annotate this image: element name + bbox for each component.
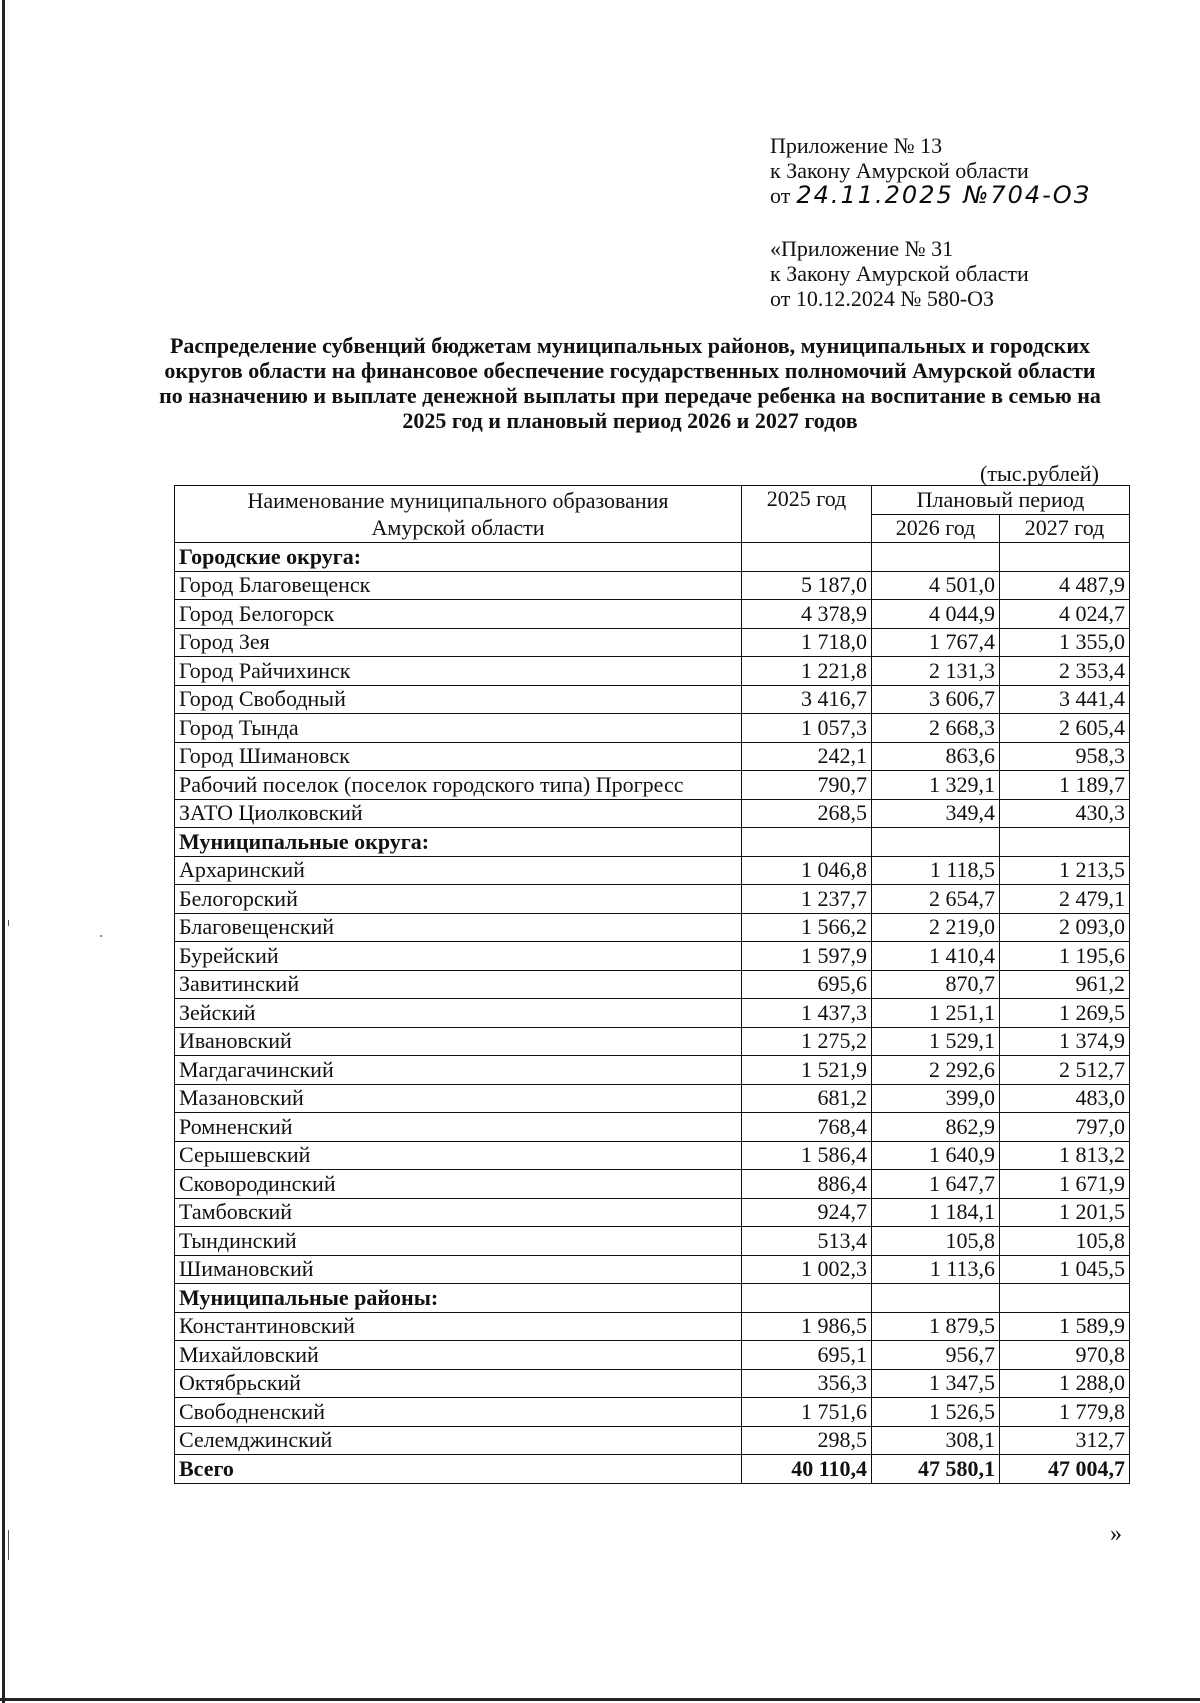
cell-2026: 1 767,4 bbox=[872, 628, 1000, 657]
table-row bbox=[175, 1170, 1130, 1199]
header-name-line1: Наименование муниципального образования bbox=[247, 488, 669, 513]
cell-2026: 1 251,1 bbox=[872, 999, 1000, 1028]
cell-2025: 1 437,3 bbox=[742, 999, 872, 1028]
cell-2026: 956,7 bbox=[872, 1341, 1000, 1370]
cell-2025: 886,4 bbox=[742, 1170, 872, 1199]
cell-2026 bbox=[872, 1284, 1000, 1313]
cell-name: Город Райчихинск bbox=[175, 657, 742, 686]
cell-2027: 1 813,2 bbox=[1000, 1141, 1130, 1170]
cell-name: Муниципальные районы: bbox=[175, 1284, 742, 1313]
table-row bbox=[175, 1398, 1130, 1427]
cell-2025: 924,7 bbox=[742, 1198, 872, 1227]
cell-2027: 4 024,7 bbox=[1000, 600, 1130, 629]
cell-name: Город Тында bbox=[175, 714, 742, 743]
table-row bbox=[175, 799, 1130, 828]
cell-2025: 768,4 bbox=[742, 1113, 872, 1142]
cell-name: Свободненский bbox=[175, 1398, 742, 1427]
cell-2027: 958,3 bbox=[1000, 742, 1130, 771]
cell-2025: 298,5 bbox=[742, 1426, 872, 1455]
cell-name: Город Зея bbox=[175, 628, 742, 657]
appendix-date-prefix: от bbox=[770, 183, 791, 208]
table-row bbox=[175, 600, 1130, 629]
cell-name: Шимановский bbox=[175, 1255, 742, 1284]
cell-2025: 356,3 bbox=[742, 1369, 872, 1398]
cell-2027: 797,0 bbox=[1000, 1113, 1130, 1142]
cell-2027: 3 441,4 bbox=[1000, 685, 1130, 714]
table-row bbox=[175, 999, 1130, 1028]
total-row bbox=[175, 1455, 1130, 1484]
appendix-number: Приложение № 13 bbox=[770, 133, 943, 158]
cell-2025: 1 597,9 bbox=[742, 942, 872, 971]
cell-2025: 1 002,3 bbox=[742, 1255, 872, 1284]
cell-2027 bbox=[1000, 828, 1130, 857]
cell-2027: 2 093,0 bbox=[1000, 913, 1130, 942]
cell-2025: 1 521,9 bbox=[742, 1056, 872, 1085]
table-row bbox=[175, 1113, 1130, 1142]
cell-2026: 1 113,6 bbox=[872, 1255, 1000, 1284]
cell-2026: 308,1 bbox=[872, 1426, 1000, 1455]
table-row bbox=[175, 628, 1130, 657]
cell-2027: 1 201,5 bbox=[1000, 1198, 1130, 1227]
table-row bbox=[175, 1312, 1130, 1341]
cell-2027: 2 512,7 bbox=[1000, 1056, 1130, 1085]
cell-2025: 268,5 bbox=[742, 799, 872, 828]
cell-2027: 2 353,4 bbox=[1000, 657, 1130, 686]
table-body bbox=[175, 543, 1130, 1484]
cell-2025: 3 416,7 bbox=[742, 685, 872, 714]
cell-name: Ивановский bbox=[175, 1027, 742, 1056]
cell-name: Город Свободный bbox=[175, 685, 742, 714]
closing-quote: » bbox=[1110, 1521, 1122, 1547]
cell-name: Серышевский bbox=[175, 1141, 742, 1170]
cell-2027: 1 589,9 bbox=[1000, 1312, 1130, 1341]
table-row bbox=[175, 742, 1130, 771]
cell-name: Город Благовещенск bbox=[175, 571, 742, 600]
cell-2025: 695,6 bbox=[742, 970, 872, 999]
cell-2026: 105,8 bbox=[872, 1227, 1000, 1256]
cell-2027 bbox=[1000, 1284, 1130, 1313]
cell-2026: 1 118,5 bbox=[872, 856, 1000, 885]
cell-name: Мазановский bbox=[175, 1084, 742, 1113]
cell-2026 bbox=[872, 543, 1000, 572]
cell-2025: 5 187,0 bbox=[742, 571, 872, 600]
cell-2026 bbox=[872, 828, 1000, 857]
cell-2027: 1 213,5 bbox=[1000, 856, 1130, 885]
cell-2025: 513,4 bbox=[742, 1227, 872, 1256]
cell-2025: 4 378,9 bbox=[742, 600, 872, 629]
cell-2027: 1 355,0 bbox=[1000, 628, 1130, 657]
header-2027: 2027 год bbox=[1000, 514, 1130, 543]
cell-2027: 1 779,8 bbox=[1000, 1398, 1130, 1427]
cell-name: Магдагачинский bbox=[175, 1056, 742, 1085]
table-row bbox=[175, 1084, 1130, 1113]
cell-2027: 1 045,5 bbox=[1000, 1255, 1130, 1284]
cell-name: Тамбовский bbox=[175, 1198, 742, 1227]
cell-2025: 1 718,0 bbox=[742, 628, 872, 657]
cell-2026: 3 606,7 bbox=[872, 685, 1000, 714]
cell-2027: 105,8 bbox=[1000, 1227, 1130, 1256]
cell-2026: 349,4 bbox=[872, 799, 1000, 828]
table-header-row bbox=[175, 486, 1130, 515]
cell-2026: 2 654,7 bbox=[872, 885, 1000, 914]
previous-appendix-date: от 10.12.2024 № 580-ОЗ bbox=[770, 286, 995, 311]
previous-appendix-number: «Приложение № 31 bbox=[770, 236, 954, 261]
cell-2025: 1 046,8 bbox=[742, 856, 872, 885]
scan-mark bbox=[8, 920, 9, 926]
cell-2025 bbox=[742, 828, 872, 857]
cell-name: Сковородинский bbox=[175, 1170, 742, 1199]
appendix-date-line bbox=[770, 183, 1091, 208]
cell-2025: 681,2 bbox=[742, 1084, 872, 1113]
cell-2026: 2 131,3 bbox=[872, 657, 1000, 686]
cell-2026: 1 329,1 bbox=[872, 771, 1000, 800]
cell-name: Ромненский bbox=[175, 1113, 742, 1142]
cell-name: Бурейский bbox=[175, 942, 742, 971]
cell-2027: 1 671,9 bbox=[1000, 1170, 1130, 1199]
cell-2027 bbox=[1000, 543, 1130, 572]
cell-name: Тындинский bbox=[175, 1227, 742, 1256]
scan-left-border bbox=[2, 0, 5, 1703]
cell-2026: 2 292,6 bbox=[872, 1056, 1000, 1085]
subvention-table bbox=[174, 485, 1130, 1484]
cell-2025 bbox=[742, 1284, 872, 1313]
cell-2027: 483,0 bbox=[1000, 1084, 1130, 1113]
cell-2027: 47 004,7 bbox=[1000, 1455, 1130, 1484]
cell-name: Всего bbox=[175, 1455, 742, 1484]
table-row bbox=[175, 1426, 1130, 1455]
unit-label: (тыс.рублей) bbox=[980, 461, 1099, 486]
previous-appendix-law-ref: к Закону Амурской области bbox=[770, 261, 1029, 286]
section-row bbox=[175, 543, 1130, 572]
cell-2025: 1 566,2 bbox=[742, 913, 872, 942]
header-2025: 2025 год bbox=[742, 486, 872, 543]
header-name-line2: Амурской области bbox=[371, 515, 545, 540]
cell-2025 bbox=[742, 543, 872, 572]
handwritten-date-number: 24.11.2025 №704-ОЗ bbox=[796, 181, 1092, 209]
cell-name: Завитинский bbox=[175, 970, 742, 999]
cell-2026: 1 410,4 bbox=[872, 942, 1000, 971]
cell-2026: 2 668,3 bbox=[872, 714, 1000, 743]
cell-name: Рабочий поселок (поселок городского типа) Прогресс bbox=[175, 771, 742, 800]
cell-2026: 870,7 bbox=[872, 970, 1000, 999]
cell-2026: 1 347,5 bbox=[872, 1369, 1000, 1398]
cell-2027: 1 374,9 bbox=[1000, 1027, 1130, 1056]
table-row bbox=[175, 1227, 1130, 1256]
cell-2026: 4 501,0 bbox=[872, 571, 1000, 600]
cell-2025: 1 221,8 bbox=[742, 657, 872, 686]
cell-2027: 1 195,6 bbox=[1000, 942, 1130, 971]
cell-2026: 1 647,7 bbox=[872, 1170, 1000, 1199]
appendix-block bbox=[770, 133, 1091, 208]
cell-name: Благовещенский bbox=[175, 913, 742, 942]
cell-name: Селемджинский bbox=[175, 1426, 742, 1455]
cell-name: Константиновский bbox=[175, 1312, 742, 1341]
scan-mark bbox=[8, 1530, 9, 1560]
cell-2026: 47 580,1 bbox=[872, 1455, 1000, 1484]
cell-2027: 312,7 bbox=[1000, 1426, 1130, 1455]
cell-2025: 1 751,6 bbox=[742, 1398, 872, 1427]
cell-2025: 1 586,4 bbox=[742, 1141, 872, 1170]
cell-2026: 1 529,1 bbox=[872, 1027, 1000, 1056]
cell-name: Муниципальные округа: bbox=[175, 828, 742, 857]
table-row bbox=[175, 714, 1130, 743]
table-row bbox=[175, 771, 1130, 800]
table-row bbox=[175, 913, 1130, 942]
cell-2025: 242,1 bbox=[742, 742, 872, 771]
table-row bbox=[175, 942, 1130, 971]
cell-2027: 1 189,7 bbox=[1000, 771, 1130, 800]
appendix-law-ref: к Закону Амурской области bbox=[770, 158, 1029, 183]
cell-2026: 399,0 bbox=[872, 1084, 1000, 1113]
cell-2027: 1 269,5 bbox=[1000, 999, 1130, 1028]
cell-2026: 1 640,9 bbox=[872, 1141, 1000, 1170]
cell-name: Михайловский bbox=[175, 1341, 742, 1370]
document-title: Распределение субвенций бюджетам муниципальных районов, муниципальных и городских округов области на финансовое обеспечение государственных полномочий Амурской области по назначению и выплате денежной выплаты при передаче ребенка на воспитание в семью на 2025 год и плановый период 2026 и 2027 годов bbox=[159, 333, 1101, 433]
cell-name: Городские округа: bbox=[175, 543, 742, 572]
table-row bbox=[175, 1198, 1130, 1227]
table-row bbox=[175, 685, 1130, 714]
cell-2025: 40 110,4 bbox=[742, 1455, 872, 1484]
cell-name: Город Шимановск bbox=[175, 742, 742, 771]
table-row bbox=[175, 657, 1130, 686]
cell-2027: 2 479,1 bbox=[1000, 885, 1130, 914]
cell-2025: 695,1 bbox=[742, 1341, 872, 1370]
cell-2027: 430,3 bbox=[1000, 799, 1130, 828]
cell-2026: 2 219,0 bbox=[872, 913, 1000, 942]
cell-2027: 4 487,9 bbox=[1000, 571, 1130, 600]
header-2026: 2026 год bbox=[872, 514, 1000, 543]
cell-2026: 1 526,5 bbox=[872, 1398, 1000, 1427]
scan-bottom-border bbox=[0, 1698, 1200, 1701]
cell-2026: 863,6 bbox=[872, 742, 1000, 771]
section-row bbox=[175, 1284, 1130, 1313]
previous-appendix-block bbox=[770, 236, 1029, 311]
table-row bbox=[175, 856, 1130, 885]
cell-2025: 1 275,2 bbox=[742, 1027, 872, 1056]
cell-name: ЗАТО Циолковский bbox=[175, 799, 742, 828]
cell-2025: 1 057,3 bbox=[742, 714, 872, 743]
cell-2025: 1 986,5 bbox=[742, 1312, 872, 1341]
cell-name: Зейский bbox=[175, 999, 742, 1028]
table-row bbox=[175, 571, 1130, 600]
cell-2027: 2 605,4 bbox=[1000, 714, 1130, 743]
cell-2027: 961,2 bbox=[1000, 970, 1130, 999]
cell-name: Октябрьский bbox=[175, 1369, 742, 1398]
section-row bbox=[175, 828, 1130, 857]
cell-2027: 1 288,0 bbox=[1000, 1369, 1130, 1398]
table-row bbox=[175, 1369, 1130, 1398]
scan-speck bbox=[100, 935, 102, 937]
table-row bbox=[175, 885, 1130, 914]
cell-2026: 1 879,5 bbox=[872, 1312, 1000, 1341]
header-name bbox=[175, 486, 742, 543]
cell-name: Белогорский bbox=[175, 885, 742, 914]
cell-2027: 970,8 bbox=[1000, 1341, 1130, 1370]
cell-2026: 1 184,1 bbox=[872, 1198, 1000, 1227]
cell-2026: 4 044,9 bbox=[872, 600, 1000, 629]
table-row bbox=[175, 970, 1130, 999]
cell-name: Город Белогорск bbox=[175, 600, 742, 629]
table-row bbox=[175, 1141, 1130, 1170]
table-row bbox=[175, 1027, 1130, 1056]
cell-2026: 862,9 bbox=[872, 1113, 1000, 1142]
cell-name: Архаринский bbox=[175, 856, 742, 885]
table-row bbox=[175, 1255, 1130, 1284]
cell-2025: 1 237,7 bbox=[742, 885, 872, 914]
cell-2025: 790,7 bbox=[742, 771, 872, 800]
table-row bbox=[175, 1341, 1130, 1370]
header-planned-period: Плановый период bbox=[872, 486, 1130, 515]
table-row bbox=[175, 1056, 1130, 1085]
